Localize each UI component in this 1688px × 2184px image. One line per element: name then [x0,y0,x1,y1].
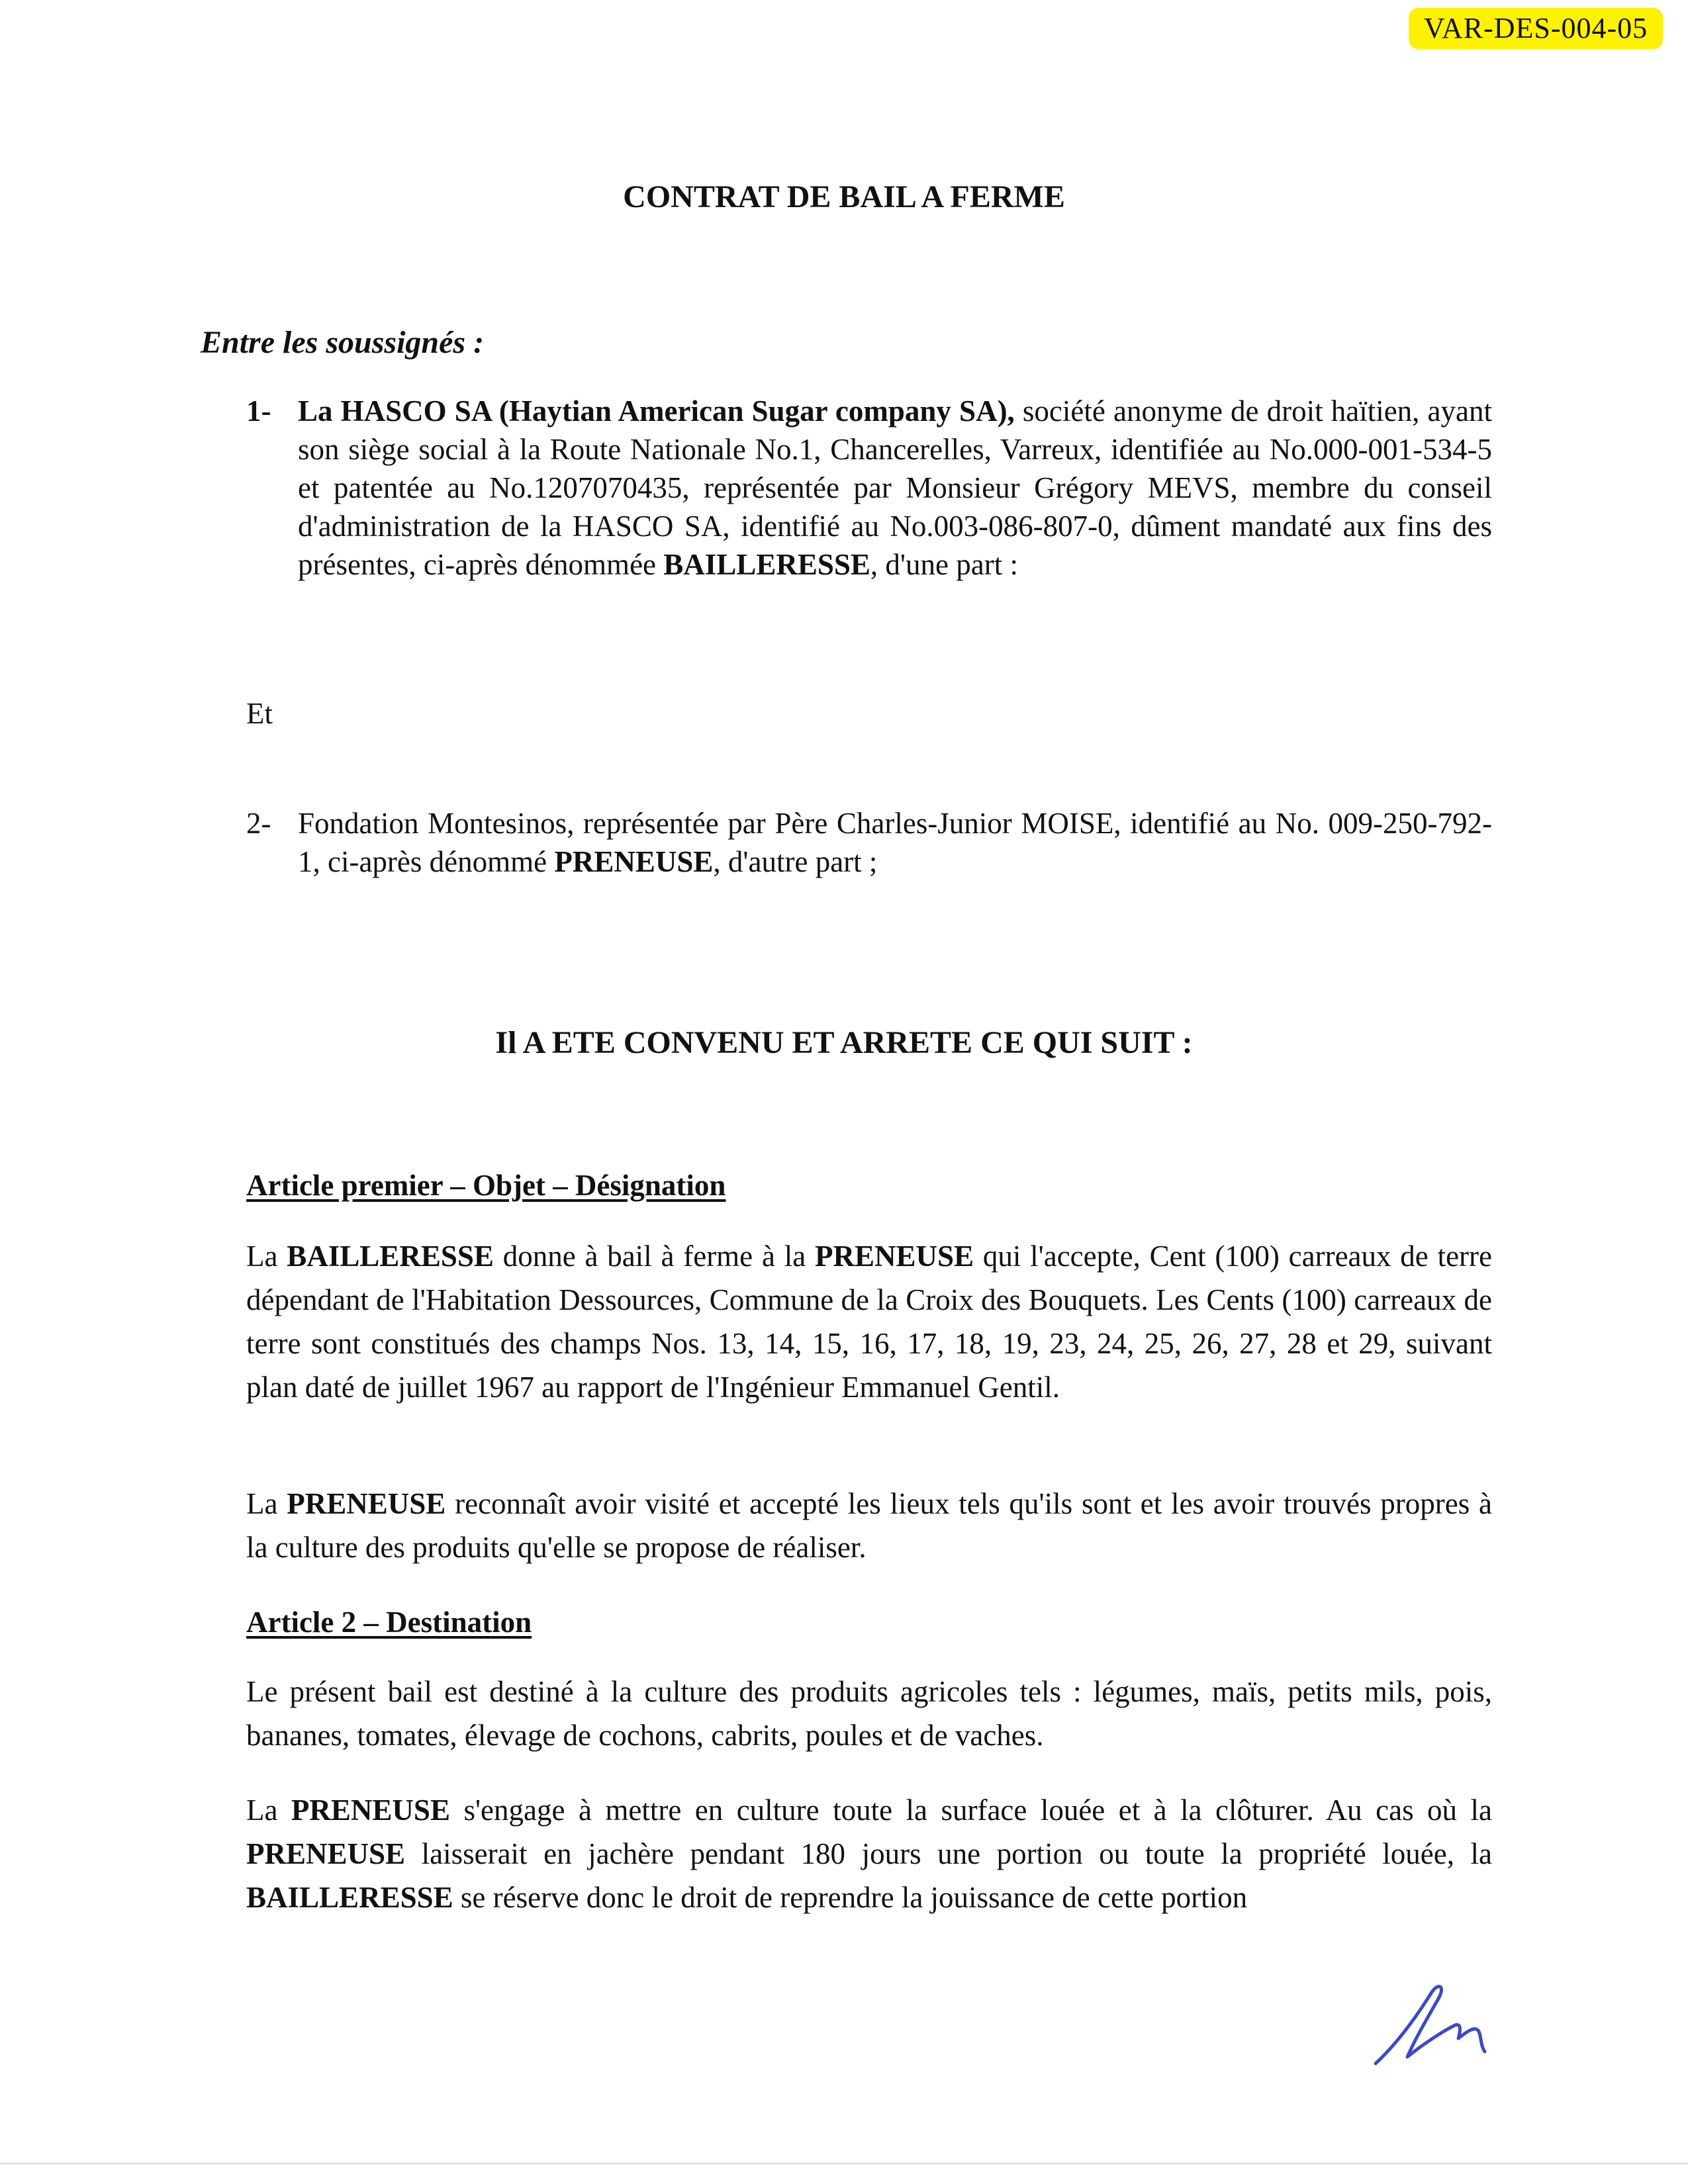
initials-signature [1369,1979,1501,2071]
text-run: reconnaît avoir visité et accepté les lieux tels qu'ils sont et les avoir trouvés propres à la culture des produits qu'elle se propose de réaliser. [246,1487,1492,1564]
party-1-details: société anonyme de droit haïtien, ayant son siège social à la Route Nationale No.1, Chancerelles, Varreux, identifiée au No.000-001-534-5 et patentée au No.1207070435, représentée par Monsieur Grégory MEVS, membre du conseil d'administration de la HASCO SA, identifié au No.003-086-807-0, dûment mandaté aux fins des présentes, ci-après dénommée [298,394,1492,581]
document-title: CONTRAT DE BAIL A FERME [623,179,1065,214]
bailleresse-term: BAILLERESSE [246,1881,453,1914]
text-run: La [246,1794,291,1827]
party-1-role: BAILLERESSE [663,548,870,581]
party-1-number: 1- [246,394,271,428]
text-run: qui l'accepte, Cent (100) carreaux de terre dépendant de l'Habitation Dessources, Commune de la Croix des Bouquets. Les Cents (100) carreaux de terre sont constitués des champs Nos. 13, 14, 15, 16, 17, 18, 19, 23, 24, 25, 26, 27, 28 et 29, suivant plan daté de juillet 1967 au rapport de l'Ingénieur Emmanuel Gentil. [246,1240,1492,1404]
reference-badge: VAR-DES-004-05 [1409,8,1663,49]
bailleresse-term: BAILLERESSE [287,1240,494,1273]
party-2 [246,804,1492,881]
party-2-end: , d'autre part ; [713,845,878,878]
article-1-heading: Article premier – Objet – Désignation [246,1169,726,1202]
preneuse-term: PRENEUSE [291,1794,450,1827]
text-run: laisserait en jachère pendant 180 jours une portion ou toute la propriété louée, la [405,1837,1492,1870]
text-run: donne à bail à ferme à la [493,1240,815,1273]
preneuse-term: PRENEUSE [287,1487,446,1520]
article-2-paragraph-2 [246,1788,1492,1919]
article-1-paragraph-1 [246,1234,1492,1409]
party-2-details: Fondation Montesinos, représentée par Père Charles-Junior MOISE, identifié au No. 009-250-792-1, ci-après dénommé [298,807,1492,878]
party-1-text [298,392,1492,584]
and-separator: Et [246,697,273,730]
party-1-name: La HASCO SA (Haytian American Sugar company SA), [298,394,1015,428]
party-2-number: 2- [246,807,271,840]
party-1 [246,392,1492,584]
article-2-paragraph-1: Le présent bail est destiné à la culture des produits agricoles tels : légumes, maïs, petits mils, pois, bananes, tomates, élevage de cochons, cabrits, poules et de vaches. [246,1675,1492,1752]
party-1-end: , d'une part : [870,548,1018,581]
text-run: La [246,1240,287,1273]
article-2-heading: Article 2 – Destination [246,1606,532,1639]
preneuse-term: PRENEUSE [814,1240,974,1273]
party-2-text [298,804,1492,881]
preneuse-term: PRENEUSE [246,1837,406,1870]
party-2-role: PRENEUSE [554,845,714,878]
text-run: La [246,1487,287,1520]
agreement-heading: Il A ETE CONVENU ET ARRETE CE QUI SUIT : [495,1025,1193,1060]
scan-edge-line [0,2163,1688,2164]
text-run: se réserve donc le droit de reprendre la jouissance de cette portion [453,1881,1248,1914]
between-heading: Entre les soussignés : [201,325,485,360]
text-run: s'engage à mettre en culture toute la surface louée et à la clôturer. Au cas où la [449,1794,1492,1827]
article-1-paragraph-2 [246,1482,1492,1569]
